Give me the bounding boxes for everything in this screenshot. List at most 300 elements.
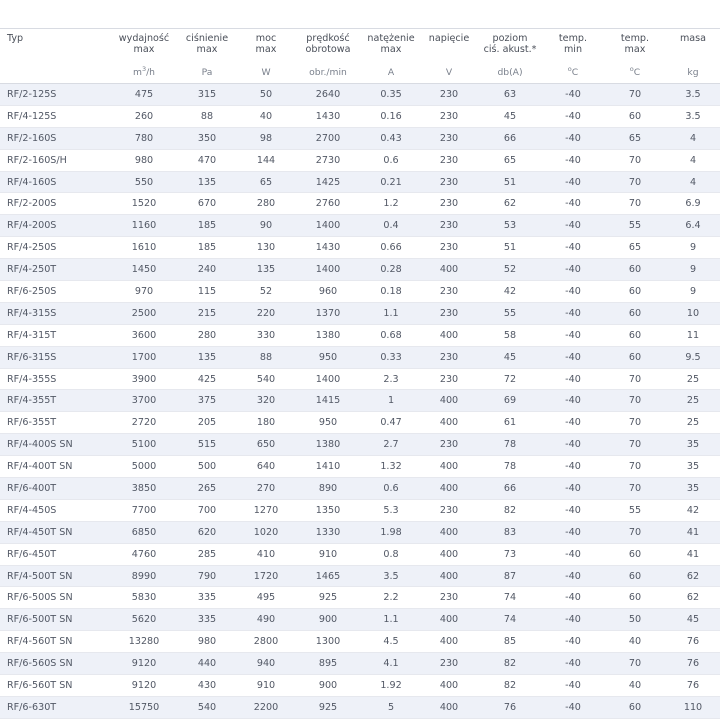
value-cell: -40: [542, 127, 604, 149]
value-cell: 925: [294, 696, 362, 718]
model-name-cell: RF/4-450T SN: [0, 521, 112, 543]
value-cell: 400: [420, 324, 478, 346]
value-cell: 925: [294, 587, 362, 609]
model-name-cell: RF/6-560T SN: [0, 675, 112, 697]
value-cell: 69: [478, 390, 542, 412]
value-cell: 400: [420, 478, 478, 500]
value-cell: -40: [542, 215, 604, 237]
column-header-line1: ciśnienie: [185, 33, 229, 44]
value-cell: -40: [542, 149, 604, 171]
value-cell: 72: [478, 368, 542, 390]
value-cell: 144: [238, 149, 294, 171]
value-cell: 82: [478, 653, 542, 675]
value-cell: 230: [420, 499, 478, 521]
value-cell: 2720: [112, 412, 176, 434]
unit-cell: obr./min: [294, 61, 362, 84]
model-name-cell: RF/4-400T SN: [0, 456, 112, 478]
value-cell: 0.33: [362, 346, 420, 368]
column-header: [478, 29, 542, 62]
table-row: [0, 215, 720, 237]
value-cell: 230: [420, 105, 478, 127]
value-cell: 330: [238, 324, 294, 346]
value-cell: 35: [666, 434, 720, 456]
model-name-cell: RF/2-125S: [0, 84, 112, 106]
model-name-cell: RF/4-355T: [0, 390, 112, 412]
table-row: [0, 456, 720, 478]
value-cell: 4: [666, 127, 720, 149]
units-row: [0, 61, 720, 84]
value-cell: 55: [604, 215, 666, 237]
value-cell: 3.5: [666, 105, 720, 127]
value-cell: 425: [176, 368, 238, 390]
value-cell: -40: [542, 587, 604, 609]
value-cell: 2.2: [362, 587, 420, 609]
value-cell: 0.6: [362, 478, 420, 500]
value-cell: 500: [176, 456, 238, 478]
value-cell: 400: [420, 609, 478, 631]
value-cell: 55: [478, 302, 542, 324]
value-cell: 230: [420, 84, 478, 106]
value-cell: 135: [176, 171, 238, 193]
model-name-cell: RF/6-500T SN: [0, 609, 112, 631]
value-cell: 70: [604, 390, 666, 412]
spec-table-container: [0, 28, 720, 719]
value-cell: 1520: [112, 193, 176, 215]
value-cell: 53: [478, 215, 542, 237]
value-cell: 35: [666, 478, 720, 500]
value-cell: 2800: [238, 631, 294, 653]
model-name-cell: RF/2-160S/H: [0, 149, 112, 171]
value-cell: 1400: [294, 368, 362, 390]
value-cell: 950: [294, 346, 362, 368]
unit-cell: $^o$C: [604, 61, 666, 84]
value-cell: 0.6: [362, 149, 420, 171]
value-cell: 63: [478, 84, 542, 106]
value-cell: 8990: [112, 565, 176, 587]
value-cell: 0.16: [362, 105, 420, 127]
unit-cell: V: [420, 61, 478, 84]
model-name-cell: RF/4-400S SN: [0, 434, 112, 456]
value-cell: 60: [604, 302, 666, 324]
column-header: [362, 29, 420, 62]
value-cell: 10: [666, 302, 720, 324]
value-cell: 1020: [238, 521, 294, 543]
value-cell: 90: [238, 215, 294, 237]
value-cell: 88: [238, 346, 294, 368]
value-cell: 66: [478, 478, 542, 500]
value-cell: 40: [238, 105, 294, 127]
model-name-cell: RF/6-630T: [0, 696, 112, 718]
value-cell: 2760: [294, 193, 362, 215]
value-cell: 495: [238, 587, 294, 609]
value-cell: 1380: [294, 324, 362, 346]
value-cell: 82: [478, 499, 542, 521]
value-cell: 0.28: [362, 259, 420, 281]
column-header-line1: natężenie: [367, 33, 415, 44]
column-header-line1: poziom: [492, 33, 528, 44]
value-cell: 780: [112, 127, 176, 149]
table-row: [0, 193, 720, 215]
value-cell: 4: [666, 149, 720, 171]
table-row: [0, 521, 720, 543]
value-cell: 70: [604, 456, 666, 478]
value-cell: 400: [420, 696, 478, 718]
table-row: [0, 149, 720, 171]
value-cell: 4: [666, 171, 720, 193]
value-cell: 60: [604, 543, 666, 565]
value-cell: 3600: [112, 324, 176, 346]
column-header: [238, 29, 294, 62]
value-cell: -40: [542, 456, 604, 478]
value-cell: -40: [542, 390, 604, 412]
model-name-cell: RF/4-355S: [0, 368, 112, 390]
value-cell: 230: [420, 653, 478, 675]
value-cell: 65: [604, 237, 666, 259]
value-cell: 45: [666, 609, 720, 631]
table-row: [0, 368, 720, 390]
column-header: [176, 29, 238, 62]
value-cell: 1410: [294, 456, 362, 478]
value-cell: 230: [420, 237, 478, 259]
value-cell: 65: [604, 127, 666, 149]
value-cell: -40: [542, 696, 604, 718]
value-cell: 60: [604, 105, 666, 127]
unit-cell: $m^3/h$: [112, 61, 176, 84]
value-cell: 540: [176, 696, 238, 718]
value-cell: 40: [604, 631, 666, 653]
value-cell: 335: [176, 609, 238, 631]
table-row: [0, 609, 720, 631]
value-cell: 7700: [112, 499, 176, 521]
value-cell: 74: [478, 587, 542, 609]
table-row: [0, 478, 720, 500]
unit-cell: [0, 61, 112, 84]
table-row: [0, 259, 720, 281]
column-header-line2: max: [624, 44, 646, 55]
model-name-cell: RF/4-200S: [0, 215, 112, 237]
column-header-line2: ciś. akust.*: [483, 44, 537, 55]
value-cell: 400: [420, 456, 478, 478]
value-cell: 5830: [112, 587, 176, 609]
value-cell: 0.35: [362, 84, 420, 106]
model-name-cell: RF/2-160S: [0, 127, 112, 149]
value-cell: -40: [542, 631, 604, 653]
value-cell: 230: [420, 193, 478, 215]
value-cell: -40: [542, 237, 604, 259]
value-cell: 4.5: [362, 631, 420, 653]
value-cell: 51: [478, 237, 542, 259]
model-name-cell: RF/2-200S: [0, 193, 112, 215]
value-cell: 45: [478, 105, 542, 127]
value-cell: 65: [238, 171, 294, 193]
value-cell: 1720: [238, 565, 294, 587]
value-cell: 5000: [112, 456, 176, 478]
value-cell: -40: [542, 281, 604, 303]
value-cell: 980: [112, 149, 176, 171]
value-cell: 9120: [112, 653, 176, 675]
value-cell: 335: [176, 587, 238, 609]
value-cell: 87: [478, 565, 542, 587]
model-name-cell: RF/6-560S SN: [0, 653, 112, 675]
value-cell: 230: [420, 302, 478, 324]
value-cell: 185: [176, 215, 238, 237]
unit-cell: Pa: [176, 61, 238, 84]
value-cell: -40: [542, 324, 604, 346]
value-cell: 55: [604, 499, 666, 521]
column-header: [604, 29, 666, 62]
value-cell: 320: [238, 390, 294, 412]
value-cell: 230: [420, 346, 478, 368]
value-cell: 35: [666, 456, 720, 478]
value-cell: 1425: [294, 171, 362, 193]
table-row: [0, 565, 720, 587]
value-cell: 490: [238, 609, 294, 631]
column-header-line2: max: [380, 44, 402, 55]
value-cell: 11: [666, 324, 720, 346]
value-cell: 900: [294, 675, 362, 697]
value-cell: 6.4: [666, 215, 720, 237]
value-cell: 0.68: [362, 324, 420, 346]
value-cell: 1430: [294, 105, 362, 127]
value-cell: 185: [176, 237, 238, 259]
value-cell: 58: [478, 324, 542, 346]
value-cell: -40: [542, 368, 604, 390]
value-cell: 3900: [112, 368, 176, 390]
value-cell: 230: [420, 434, 478, 456]
value-cell: 3850: [112, 478, 176, 500]
value-cell: 895: [294, 653, 362, 675]
value-cell: 400: [420, 675, 478, 697]
column-header: [666, 29, 720, 62]
value-cell: 50: [238, 84, 294, 106]
model-name-cell: RF/6-250S: [0, 281, 112, 303]
model-name-cell: RF/4-560T SN: [0, 631, 112, 653]
model-name-cell: RF/6-450T: [0, 543, 112, 565]
value-cell: 950: [294, 412, 362, 434]
value-cell: 430: [176, 675, 238, 697]
value-cell: -40: [542, 84, 604, 106]
value-cell: 1450: [112, 259, 176, 281]
value-cell: 700: [176, 499, 238, 521]
value-cell: 3.5: [362, 565, 420, 587]
column-header: [420, 29, 478, 62]
value-cell: -40: [542, 346, 604, 368]
column-header-line2: max: [255, 44, 277, 55]
value-cell: 25: [666, 412, 720, 434]
value-cell: -40: [542, 609, 604, 631]
value-cell: 1330: [294, 521, 362, 543]
model-name-cell: RF/4-500T SN: [0, 565, 112, 587]
value-cell: 0.21: [362, 171, 420, 193]
value-cell: 0.43: [362, 127, 420, 149]
value-cell: 42: [478, 281, 542, 303]
value-cell: 0.66: [362, 237, 420, 259]
value-cell: 1415: [294, 390, 362, 412]
value-cell: 6850: [112, 521, 176, 543]
value-cell: 3.5: [666, 84, 720, 106]
value-cell: 230: [420, 368, 478, 390]
value-cell: 9: [666, 259, 720, 281]
value-cell: -40: [542, 499, 604, 521]
value-cell: 900: [294, 609, 362, 631]
value-cell: 400: [420, 259, 478, 281]
table-row: [0, 653, 720, 675]
value-cell: 1.98: [362, 521, 420, 543]
value-cell: 1700: [112, 346, 176, 368]
value-cell: 78: [478, 456, 542, 478]
value-cell: 9.5: [666, 346, 720, 368]
value-cell: -40: [542, 193, 604, 215]
model-name-cell: RF/4-315T: [0, 324, 112, 346]
value-cell: 115: [176, 281, 238, 303]
value-cell: 13280: [112, 631, 176, 653]
value-cell: 82: [478, 675, 542, 697]
value-cell: 25: [666, 390, 720, 412]
table-row: [0, 302, 720, 324]
value-cell: 515: [176, 434, 238, 456]
value-cell: -40: [542, 543, 604, 565]
table-row: [0, 127, 720, 149]
table-row: [0, 390, 720, 412]
unit-cell: A: [362, 61, 420, 84]
value-cell: 2500: [112, 302, 176, 324]
value-cell: 9: [666, 281, 720, 303]
value-cell: -40: [542, 653, 604, 675]
value-cell: 970: [112, 281, 176, 303]
header-row: [0, 29, 720, 62]
value-cell: 230: [420, 127, 478, 149]
value-cell: 280: [238, 193, 294, 215]
table-row: [0, 675, 720, 697]
value-cell: 98: [238, 127, 294, 149]
value-cell: 52: [238, 281, 294, 303]
column-header-line1: masa: [679, 33, 707, 44]
model-name-cell: RF/6-400T: [0, 478, 112, 500]
column-header-line1: wydajność: [118, 33, 170, 44]
value-cell: 9120: [112, 675, 176, 697]
value-cell: 1160: [112, 215, 176, 237]
value-cell: 65: [478, 149, 542, 171]
value-cell: 41: [666, 543, 720, 565]
value-cell: 1: [362, 390, 420, 412]
value-cell: 61: [478, 412, 542, 434]
value-cell: 2640: [294, 84, 362, 106]
value-cell: -40: [542, 302, 604, 324]
column-header: [112, 29, 176, 62]
unit-cell: db(A): [478, 61, 542, 84]
value-cell: 62: [666, 565, 720, 587]
value-cell: 74: [478, 609, 542, 631]
value-cell: 400: [420, 412, 478, 434]
value-cell: 0.8: [362, 543, 420, 565]
table-row: [0, 543, 720, 565]
value-cell: 980: [176, 631, 238, 653]
value-cell: 215: [176, 302, 238, 324]
value-cell: 135: [238, 259, 294, 281]
value-cell: 70: [604, 193, 666, 215]
value-cell: 76: [666, 675, 720, 697]
value-cell: 1400: [294, 259, 362, 281]
value-cell: 88: [176, 105, 238, 127]
column-header-line1: temp.: [558, 33, 588, 44]
value-cell: 940: [238, 653, 294, 675]
value-cell: 790: [176, 565, 238, 587]
value-cell: 73: [478, 543, 542, 565]
value-cell: 410: [238, 543, 294, 565]
table-row: [0, 696, 720, 718]
value-cell: 1465: [294, 565, 362, 587]
value-cell: 1430: [294, 237, 362, 259]
value-cell: 5100: [112, 434, 176, 456]
value-cell: 285: [176, 543, 238, 565]
value-cell: 400: [420, 543, 478, 565]
value-cell: 110: [666, 696, 720, 718]
value-cell: 25: [666, 368, 720, 390]
table-row: [0, 324, 720, 346]
value-cell: 1370: [294, 302, 362, 324]
table-row: [0, 105, 720, 127]
value-cell: 70: [604, 653, 666, 675]
value-cell: -40: [542, 412, 604, 434]
fan-spec-table: [0, 28, 720, 719]
value-cell: 1400: [294, 215, 362, 237]
unit-cell: $^o$C: [542, 61, 604, 84]
unit-cell: W: [238, 61, 294, 84]
value-cell: 3700: [112, 390, 176, 412]
column-header-line1: prędkość: [306, 33, 350, 44]
value-cell: 220: [238, 302, 294, 324]
value-cell: 130: [238, 237, 294, 259]
column-header-line1: moc: [255, 33, 277, 44]
table-row: [0, 499, 720, 521]
value-cell: 5620: [112, 609, 176, 631]
value-cell: 230: [420, 587, 478, 609]
column-header-line2: max: [133, 44, 155, 55]
value-cell: -40: [542, 105, 604, 127]
value-cell: 640: [238, 456, 294, 478]
table-row: [0, 434, 720, 456]
value-cell: 650: [238, 434, 294, 456]
value-cell: 1.2: [362, 193, 420, 215]
value-cell: 0.47: [362, 412, 420, 434]
value-cell: 1300: [294, 631, 362, 653]
value-cell: 70: [604, 478, 666, 500]
table-row: [0, 587, 720, 609]
model-name-cell: RF/4-160S: [0, 171, 112, 193]
value-cell: 62: [666, 587, 720, 609]
value-cell: 45: [478, 346, 542, 368]
column-header-line2: max: [196, 44, 218, 55]
value-cell: -40: [542, 565, 604, 587]
model-name-cell: RF/6-500S SN: [0, 587, 112, 609]
model-name-cell: RF/4-250T: [0, 259, 112, 281]
value-cell: 910: [238, 675, 294, 697]
value-cell: 60: [604, 696, 666, 718]
value-cell: 260: [112, 105, 176, 127]
value-cell: 670: [176, 193, 238, 215]
value-cell: 60: [604, 259, 666, 281]
value-cell: 1.32: [362, 456, 420, 478]
value-cell: 70: [604, 412, 666, 434]
column-header-line1: temp.: [620, 33, 650, 44]
value-cell: 50: [604, 609, 666, 631]
column-header-line2: min: [563, 44, 583, 55]
value-cell: 0.18: [362, 281, 420, 303]
value-cell: 70: [604, 84, 666, 106]
value-cell: 62: [478, 193, 542, 215]
value-cell: 42: [666, 499, 720, 521]
value-cell: 60: [604, 324, 666, 346]
